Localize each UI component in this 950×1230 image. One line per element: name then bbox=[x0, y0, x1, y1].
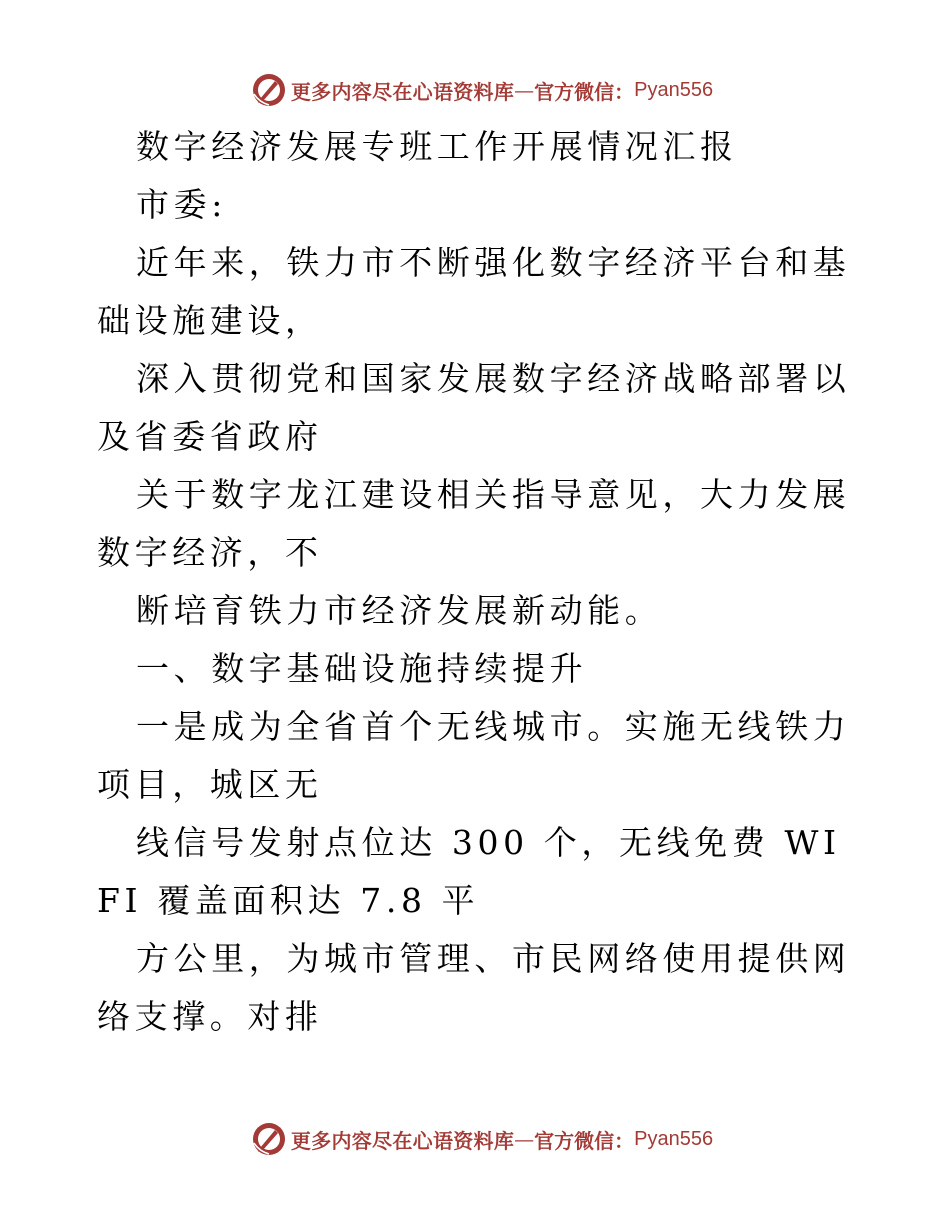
document-title: 数字经济发展专班工作开展情况汇报 bbox=[136, 127, 738, 166]
footer-banner-content bbox=[251, 1121, 713, 1157]
header-banner bbox=[0, 70, 950, 110]
paragraph: 方公里，为城市管理、市民网络使用提供网络支撑。对排 bbox=[97, 939, 851, 1036]
footer-banner bbox=[0, 1119, 950, 1159]
pen-logo-icon bbox=[251, 72, 287, 108]
banner-wechat-label: 官方微信： bbox=[534, 79, 635, 104]
banner-separator: — bbox=[514, 78, 535, 102]
banner-separator: — bbox=[514, 1127, 535, 1151]
document-body bbox=[97, 118, 857, 1046]
paragraph: 深入贯彻党和国家发展数字经济战略部署以及省委省政府 bbox=[97, 359, 851, 456]
paragraph: 近年来，铁力市不断强化数字经济平台和基础设施建设， bbox=[97, 243, 851, 340]
banner-text: 更多内容尽在心语资料库 bbox=[290, 79, 515, 104]
addressee: 市委: bbox=[136, 185, 227, 224]
header-banner-content bbox=[251, 72, 713, 108]
paragraph: 一是成为全省首个无线城市。实施无线铁力项目，城区无 bbox=[97, 707, 851, 804]
paragraph: 断培育铁力市经济发展新动能。 bbox=[136, 591, 663, 630]
paragraph: 线信号发射点位达 300 个，无线免费 WIFI 覆盖面积达 7.8 平 bbox=[97, 823, 841, 920]
pen-logo-icon bbox=[251, 1121, 287, 1157]
banner-wechat-label: 官方微信： bbox=[534, 1128, 635, 1153]
banner-wechat-id: Pyan556 bbox=[634, 78, 714, 101]
banner-text: 更多内容尽在心语资料库 bbox=[290, 1128, 515, 1153]
paragraph: 关于数字龙江建设相关指导意见，大力发展数字经济，不 bbox=[97, 475, 851, 572]
section-heading: 一、数字基础设施持续提升 bbox=[136, 649, 588, 688]
banner-wechat-id: Pyan556 bbox=[634, 1127, 714, 1150]
